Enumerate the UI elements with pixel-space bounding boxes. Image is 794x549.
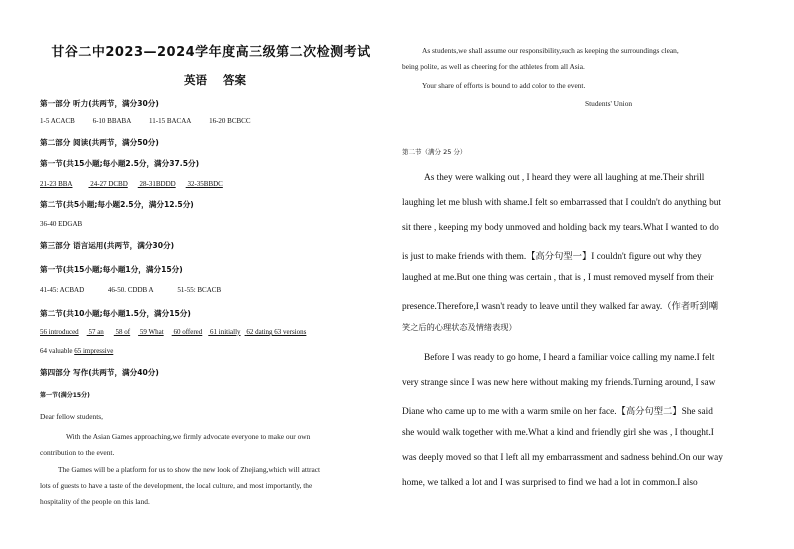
letter-paragraph-line: With the Asian Games approaching,we firmly advocate everyone to make our own	[66, 432, 311, 441]
answer-group: 60 offered	[173, 328, 203, 336]
letter-paragraph-line: As students,we shall assume our responsibility,such as keeping the surroundings clean,	[422, 46, 679, 55]
answer-group: 58 of	[115, 328, 131, 336]
letter-greeting: Dear fellow students,	[40, 412, 104, 421]
letter-paragraph-line: lots of guests to have a taste of the development, the local culture, and most importantly, the	[40, 481, 313, 490]
answer-label: 答案	[223, 73, 246, 87]
story-line: sit there , keeping my body unmoved and holding back my tears.What I wanted to do	[402, 223, 719, 233]
part4-sec1-heading: 第一节(满分15分)	[40, 392, 90, 399]
part3-sec2-answers-line1	[40, 328, 306, 336]
part3-sec2-heading: 第二节(共10小题;每小题1.5分，满分15分)	[40, 309, 191, 318]
part3-sec1-answers	[40, 286, 221, 294]
story-line: presence.Therefore,I wasn't ready to leave until they walked far away.（作者听到嘲	[402, 302, 719, 312]
part3-sec1-heading: 第一节(共15小题;每小题1分，满分15分)	[40, 265, 183, 274]
part2-sec1-answers	[40, 180, 232, 188]
answer-group: 32-35BBDC	[187, 180, 223, 188]
story-line: is just to make friends with them.【高分句型一】I couldn't figure out why they	[402, 252, 702, 262]
answer-group: 65 impressive	[74, 347, 114, 355]
subject-label: 英语	[183, 73, 207, 87]
exam-subtitle	[40, 72, 390, 88]
letter-paragraph-line: contribution to the event.	[40, 448, 115, 457]
story-line: 笑之后的心理状态及情绪表现）	[402, 322, 517, 332]
story-line: laughed at me.But one thing was certain , that is , I must removed myself from their	[402, 273, 714, 283]
answer-group: 62 dating 63 versions	[246, 328, 307, 336]
story-line: As they were walking out , I heard they were all laughing at me.Their shrill	[424, 173, 705, 183]
part3-heading: 第三部分 语言运用(共两节，满分30分)	[40, 241, 175, 250]
part2-heading: 第二部分 阅读(共两节，满分50分)	[40, 138, 159, 147]
answer-group: 28-31BDDD	[139, 180, 176, 188]
story-line: laughing let me blush with shame.I felt so embarrassed that I couldn't do anything but	[402, 198, 721, 208]
part4-heading: 第四部分 写作(共两节，满分40分)	[40, 368, 159, 377]
answer-group: 1-5 ACACB	[40, 117, 75, 125]
answer-group: 41-45: ACBAD	[40, 286, 85, 294]
story-line: very strange since I was new here without making my friends.Turning around, I saw	[402, 378, 716, 388]
answer-group: 56 introduced	[40, 328, 79, 336]
answer-group: 57 an	[88, 328, 104, 336]
story-line: home, we talked a lot and I was surprised to find we had a lot in common.I also	[402, 478, 698, 488]
answer-group: 11-15 BACAA	[149, 117, 192, 125]
part2-sec2-heading: 第二节(共5小题;每小题2.5分，满分12.5分)	[40, 200, 194, 209]
part2-sec1-heading: 第一节(共15小题;每小题2.5分，满分37.5分)	[40, 159, 200, 168]
letter-paragraph-line: hospitality of the people on this land.	[40, 497, 150, 506]
part1-answers	[40, 117, 251, 125]
story-line: she would walk together with me.What a kind and friendly girl she was , I thought.I	[402, 428, 714, 438]
story-line: Before I was ready to go home, I heard a familiar voice calling my name.I felt	[424, 353, 715, 363]
part3-sec2-answers-line2	[40, 347, 113, 355]
answer-group: 16-20 BCBCC	[209, 117, 251, 125]
answer-group: 64 valuable	[40, 347, 73, 355]
answer-group: 59 What	[139, 328, 164, 336]
answer-group: 46-50. CDDB A	[107, 286, 154, 294]
answer-group: 24-27 DCBD	[90, 180, 128, 188]
story-line: Diane who came up to me with a warm smile on her face.【高分句型二】She said	[402, 407, 713, 417]
letter-paragraph-line: being polite, as well as cheering for the athletes from all Asia.	[402, 62, 585, 71]
part2-sec2-answers: 36-40 EDGAB	[40, 220, 83, 228]
sec2-heading: 第二节（满分 25 分）	[402, 148, 467, 156]
letter-paragraph-line: Your share of efforts is bound to add color to the event.	[422, 81, 586, 90]
story-line: was deeply moved so that I left all my embarrassment and sadness behind.On our way	[402, 453, 723, 463]
letter-paragraph-line: The Games will be a platform for us to show the new look of Zhejiang,which will attract	[58, 465, 321, 474]
answer-group: 61 initially	[210, 328, 241, 336]
answer-group: 21-23 BBA	[40, 180, 73, 188]
answer-group: 51-55: BCACB	[177, 286, 222, 294]
letter-signature: Students' Union	[585, 99, 633, 108]
answer-group: 6-10 BBABA	[92, 117, 132, 125]
exam-title: 甘谷二中2023—2024学年度高三级第二次检测考试	[51, 45, 371, 60]
part1-heading: 第一部分 听力(共两节，满分30分)	[40, 99, 159, 108]
